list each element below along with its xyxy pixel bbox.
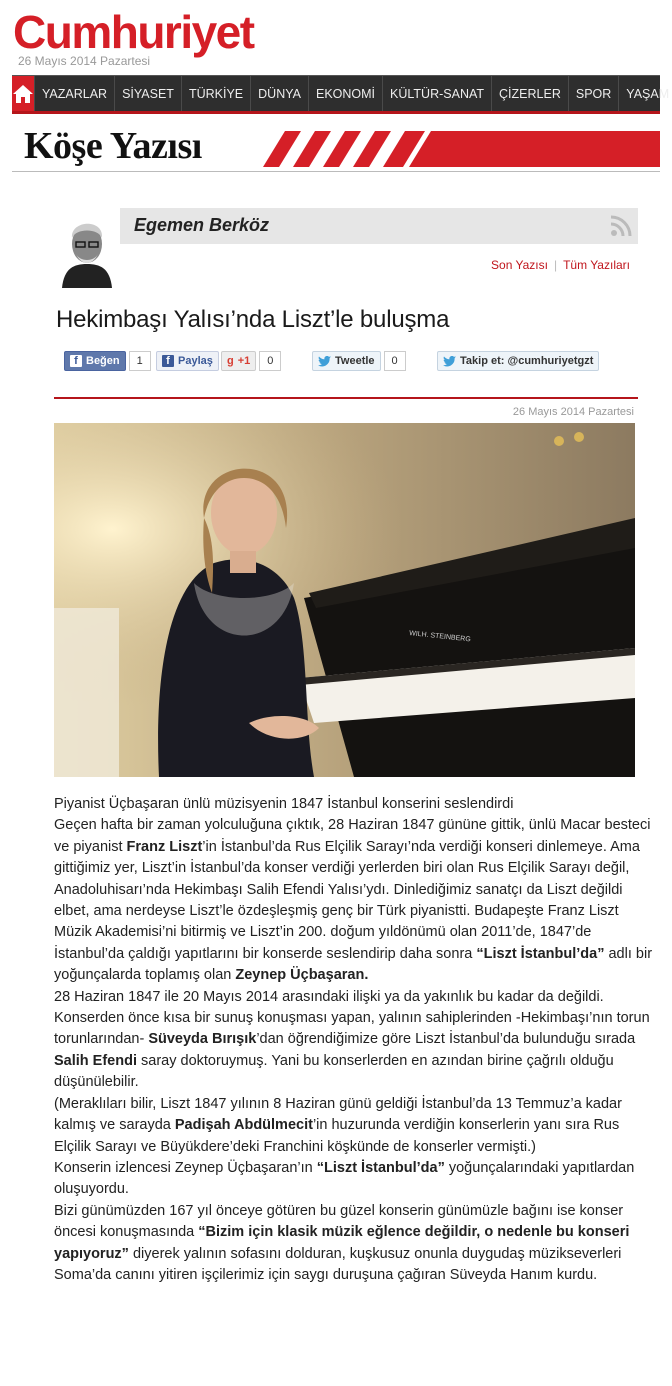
all-articles-link[interactable]: Tüm Yazıları — [563, 258, 630, 272]
fb-like-count: 1 — [129, 351, 151, 371]
tweet-label: Tweetle — [335, 355, 375, 367]
fb-share-label: Paylaş — [178, 355, 213, 367]
author-name[interactable]: Egemen Berköz — [134, 215, 270, 235]
fb-share-group — [156, 351, 219, 371]
nav-item-ekonomi[interactable]: EKONOMİ — [308, 76, 382, 111]
section-stripes-decoration — [255, 129, 660, 169]
article-paragraph: Konserin izlencesi Zeynep Üçbaşaran’ın “Liszt İstanbul’da” yoğunçalarındaki yapıtlardan oluşuyordu. — [54, 1159, 635, 1198]
facebook-icon: f — [162, 355, 174, 367]
main-nav — [12, 75, 670, 114]
nav-item-yazarlar[interactable]: YAZARLAR — [34, 76, 114, 111]
gplus-count: 0 — [259, 351, 281, 371]
article-subtitle: Piyanist Üçbaşaran ünlü müzisyenin 1847 İstanbul konserini seslendirdi — [54, 796, 514, 812]
photo-piano-brand: WILH. STEINBERG — [408, 630, 472, 644]
gplus-group — [221, 351, 281, 371]
fb-like-label: Beğen — [86, 355, 120, 367]
article-paragraph: Bizi günümüzden 167 yıl önceye götüren bu güzel konserin günümüzle bağını ise konser öncesi konuşmasında “Bizim için klasik müzik eğlence değildir, o nedenle bu konseri yapıyoruz” diyerek yalının sofasını dolduran, kuşkusuz onunla duygudaş müzikseverleri Soma’da canını yitiren işçilerimiz için saygı duruşuna çağıran Süveyda Hanım kurdu. — [54, 1202, 630, 1283]
nav-home-button[interactable] — [12, 76, 34, 111]
tweet-button[interactable] — [312, 351, 381, 371]
twitter-follow-button[interactable] — [437, 351, 599, 371]
gplus-button[interactable] — [221, 351, 256, 371]
nav-item-spor[interactable]: SPOR — [568, 76, 618, 111]
article-photo — [54, 423, 635, 777]
article-title: Hekimbaşı Yalısı’nda Liszt’le buluşma — [56, 306, 450, 333]
article-paragraph: 28 Haziran 1847 ile 20 Mayıs 2014 arasındaki ilişki ya da yakınlık bu kadar da değildi. Konserden önce kısa bir sunuş konuşması yapan, yalının sahiplerinden -Hekimbaşı’nın torun torunlarından- Süveyda Bırışık’dan öğrendiğimize göre Liszt İstanbul’da bulunduğu sırada Salih Efendi saray doktoruymuş. Yani bu konserlerden en azından birine çağrılı olduğu düşünülebilir. — [54, 988, 650, 1091]
nav-item-cizerler[interactable]: ÇİZERLER — [491, 76, 568, 111]
follow-label: Takip et: @cumhuriyetgzt — [460, 355, 594, 367]
last-article-link[interactable]: Son Yazısı — [491, 258, 548, 272]
nav-item-siyaset[interactable]: SİYASET — [114, 76, 181, 111]
nav-item-dunya[interactable]: DÜNYA — [250, 76, 308, 111]
nav-item-kultur-sanat[interactable]: KÜLTÜR-SANAT — [382, 76, 491, 111]
masthead-date: 26 Mayıs 2014 Pazartesi — [18, 54, 151, 68]
section-title: Köşe Yazısı — [24, 125, 202, 167]
follow-group — [437, 351, 599, 371]
nav-item-yasam[interactable]: YAŞAM — [618, 76, 672, 111]
site-logo[interactable]: Cumhuriyet — [13, 6, 254, 58]
article-divider — [54, 397, 638, 399]
tweet-count: 0 — [384, 351, 406, 371]
nav-item-turkiye[interactable]: TÜRKİYE — [181, 76, 250, 111]
section-divider — [12, 171, 660, 172]
author-avatar — [54, 208, 120, 288]
author-links: Son Yazısı | Tüm Yazıları — [491, 258, 630, 272]
facebook-icon: f — [70, 355, 82, 367]
rss-icon[interactable] — [610, 215, 632, 237]
fb-like-group — [64, 351, 151, 371]
twitter-icon — [318, 356, 331, 367]
home-icon — [12, 84, 34, 104]
article-paragraph: (Meraklıları bilir, Liszt 1847 yılının 8 Haziran günü geldiği İstanbul’da 13 Temmuz’a kadar kalmış ve sarayda Padişah Abdülmecit’in huzurunda verdiğin konserlerin yanı sıra Rus Elçilik Sarayı ve Büyükdere’deki Franchini köşkünde de konserler vermişti.) — [54, 1095, 622, 1155]
fb-like-button[interactable] — [64, 351, 126, 371]
gplus-label: +1 — [237, 355, 251, 367]
tweet-group — [312, 351, 406, 371]
gplus-icon: g — [227, 355, 234, 367]
twitter-icon — [443, 356, 456, 367]
article-date: 26 Mayıs 2014 Pazartesi — [512, 406, 634, 418]
article-paragraph: Geçen hafta bir zaman yolculuğuna çıktık, 28 Haziran 1847 gününe gittik, ünlü Macar besteci ve piyanist Franz Liszt’in İstanbul’da Rus Elçilik Sarayı’nda verdiği konseri dinlemeye. Ama gittiğimiz yer, Liszt’in İstanbul’da konser verdiği yerlerden biri olan Rus Elçilik Sarayı değil, Anadoluhisarı’nda Hekimbaşı Salih Efendi Yalısı’ydı. Dinlediğimiz sanatçı da Liszt değildi elbet, ama nerdeyse Liszt’le özdeşleşmiş genç bir Türk piyanistti. Budapeşte Franz Liszt Müzik Akademisi’ni bitirmiş ve Liszt’in 200. doğum yıldönümü olan 2011’de, 1847’de İstanbul’da çaldığı yapıtlarını bir konserde seslendirip daha sonra “Liszt İstanbul’da” adlı bir yoğunçalarda toplamış olan Zeynep Üçbaşaran. — [54, 817, 653, 984]
fb-share-button[interactable] — [156, 351, 219, 371]
article-body — [54, 794, 654, 1286]
